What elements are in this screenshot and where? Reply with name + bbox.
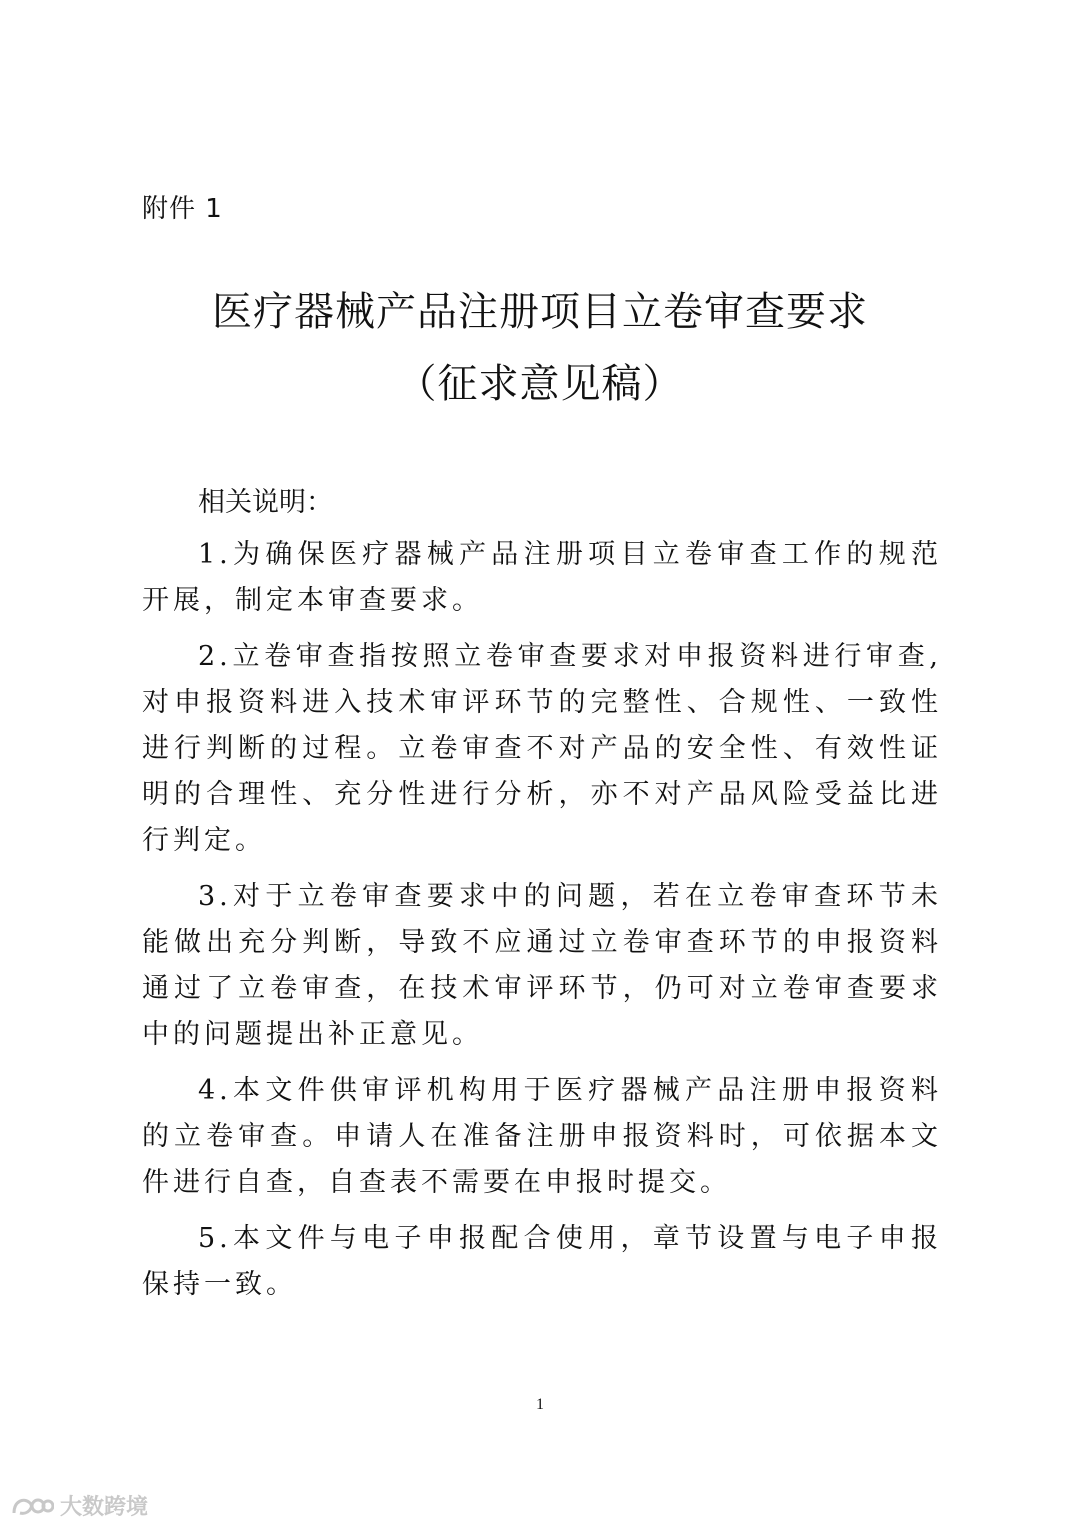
document-title: 医疗器械产品注册项目立卷审查要求 (212, 289, 868, 335)
note-paragraph-1: 1.为确保医疗器械产品注册项目立卷审查工作的规范开展，制定本审查要求。 (142, 539, 942, 616)
watermark (10, 1490, 148, 1521)
note-paragraph-2: 2.立卷审查指按照立卷审查要求对申报资料进行审查,对申报资料进入技术审评环节的完整性、合规性、一致性进行判断的过程。立卷审查不对产品的安全性、有效性证明的合理性、充分性进行分析，亦不对产品风险受益比进行判定。 (142, 641, 942, 856)
notes-heading: 相关说明： (198, 487, 333, 518)
document-subtitle: （征求意见稿） (396, 361, 684, 407)
watermark-text: 大数跨境 (60, 1495, 149, 1520)
note-paragraph-3: 3.对于立卷审查要求中的问题，若在立卷审查环节未能做出充分判断，导致不应通过立卷审查环节的申报资料通过了立卷审查，在技术审评环节，仍可对立卷审查要求中的问题提出补正意见。 (142, 881, 942, 1050)
note-paragraph-5: 5.本文件与电子申报配合使用，章节设置与电子申报保持一致。 (142, 1223, 942, 1300)
note-paragraph-4: 4.本文件供审评机构用于医疗器械产品注册申报资料的立卷审查。申请人在准备注册申报资料时，可依据本文件进行自查，自查表不需要在申报时提交。 (142, 1075, 942, 1198)
attachment-label: 附件 1 (142, 194, 223, 224)
notes-section (142, 480, 942, 1318)
watermark-logo-icon (10, 1493, 54, 1519)
page-number: 1 (536, 1396, 544, 1413)
